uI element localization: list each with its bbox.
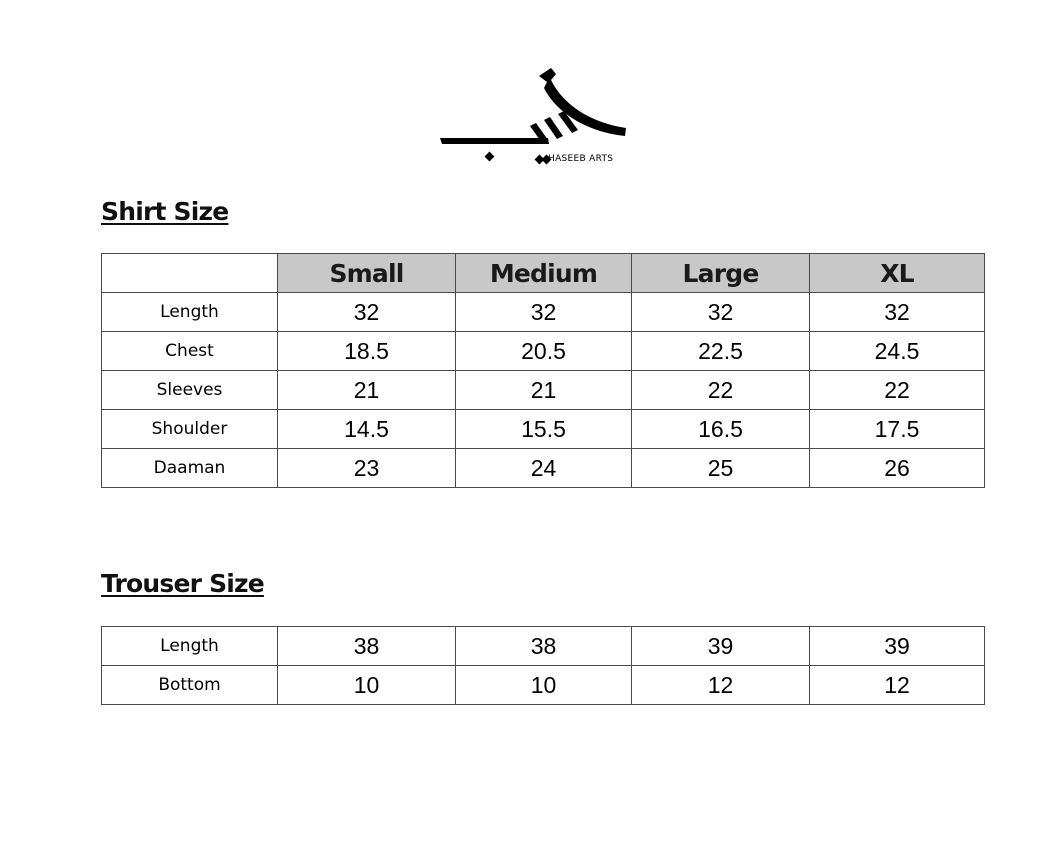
table-cell: 22: [810, 371, 985, 410]
column-header: XL: [810, 254, 985, 293]
trouser-size-table: [101, 626, 985, 705]
column-header: Medium: [456, 254, 632, 293]
row-label: Bottom: [102, 666, 278, 705]
shirt-size-table: [101, 253, 985, 488]
table-row: [102, 410, 985, 449]
row-label: Shoulder: [102, 410, 278, 449]
table-row: [102, 449, 985, 488]
table-cell: 25: [632, 449, 810, 488]
table-cell: 24: [456, 449, 632, 488]
column-header: Large: [632, 254, 810, 293]
table-cell: 22: [632, 371, 810, 410]
table-row: [102, 293, 985, 332]
row-label: Length: [102, 627, 278, 666]
table-cell: 17.5: [810, 410, 985, 449]
table-cell: 15.5: [456, 410, 632, 449]
table-row: [102, 627, 985, 666]
table-cell: 23: [278, 449, 456, 488]
table-cell: 26: [810, 449, 985, 488]
table-cell: 38: [278, 627, 456, 666]
row-label: Chest: [102, 332, 278, 371]
table-row: [102, 371, 985, 410]
table-cell: 12: [810, 666, 985, 705]
table-cell: 21: [456, 371, 632, 410]
table-cell: 14.5: [278, 410, 456, 449]
table-cell: 16.5: [632, 410, 810, 449]
table-row: [102, 332, 985, 371]
row-label: Sleeves: [102, 371, 278, 410]
table-cell: 20.5: [456, 332, 632, 371]
table-cell: 32: [456, 293, 632, 332]
table-cell: 18.5: [278, 332, 456, 371]
row-label: Daaman: [102, 449, 278, 488]
brand-logo: [438, 66, 638, 170]
brand-name: HASEEB ARTS: [548, 154, 614, 164]
table-cell: 38: [456, 627, 632, 666]
table-cell: 32: [810, 293, 985, 332]
table-cell: 22.5: [632, 332, 810, 371]
table-cell: 39: [632, 627, 810, 666]
header-row: [102, 254, 985, 293]
table-cell: 32: [632, 293, 810, 332]
table-cell: 32: [278, 293, 456, 332]
header-blank-cell: [102, 254, 278, 293]
table-row: [102, 666, 985, 705]
trouser-size-title: Trouser Size: [101, 569, 264, 598]
table-cell: 10: [456, 666, 632, 705]
column-header: Small: [278, 254, 456, 293]
table-cell: 12: [632, 666, 810, 705]
row-label: Length: [102, 293, 278, 332]
table-cell: 10: [278, 666, 456, 705]
table-cell: 24.5: [810, 332, 985, 371]
table-cell: 21: [278, 371, 456, 410]
table-cell: 39: [810, 627, 985, 666]
shirt-size-title: Shirt Size: [101, 197, 229, 226]
